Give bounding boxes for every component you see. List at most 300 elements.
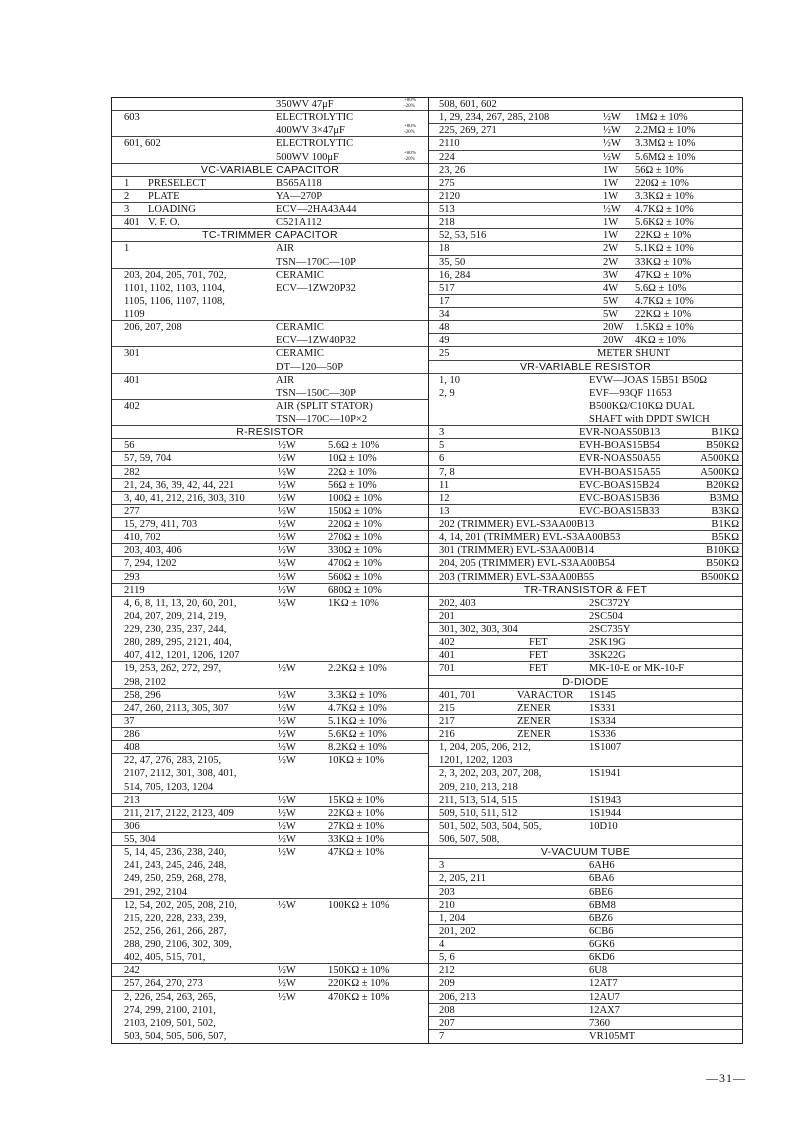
table-row	[429, 912, 742, 925]
cell-c1: 241, 243, 245, 246, 248,	[124, 860, 227, 872]
table-row	[429, 951, 742, 964]
cell-c1: 213	[124, 794, 140, 806]
cell-r8: 6KD6	[589, 952, 615, 964]
cell-r8: 6BZ6	[589, 912, 613, 924]
cell-c1: 15, 279, 411, 703	[124, 519, 198, 530]
cell-r8: 10D10	[589, 820, 618, 832]
table-row	[112, 295, 428, 308]
cell-r1: 508, 601, 602	[439, 99, 497, 110]
cell-c4: ½W	[278, 545, 296, 557]
table-row	[112, 886, 428, 899]
cell-c5: 47KΩ ± 10%	[328, 847, 385, 859]
cell-r1: 402	[439, 637, 455, 649]
cell-c2: PLATE	[148, 190, 180, 202]
table-row	[429, 492, 742, 505]
cell-r1: 401, 701	[439, 689, 476, 701]
cell-r10: ZENER	[517, 729, 551, 740]
cell-c3: ECV—2HA43A44	[276, 204, 357, 215]
table-row	[112, 610, 428, 623]
cell-r1: 3	[439, 860, 445, 872]
cell-r1: 7, 8	[439, 466, 455, 478]
cell-r2: 1W	[603, 177, 619, 189]
cell-r1: 11	[439, 479, 450, 491]
cell-r1: 7	[439, 1030, 445, 1042]
table-row	[112, 321, 428, 334]
table-row	[112, 544, 428, 557]
cell-r6: EVH-BOAS15B54	[579, 440, 661, 452]
cell-r7: A500KΩ	[700, 453, 739, 465]
cell-c5: 22KΩ ± 10%	[328, 807, 385, 819]
cell-r8: 6GK6	[589, 939, 615, 950]
cell-c3: ELECTROLYTIC	[276, 138, 354, 150]
table-row	[429, 216, 742, 229]
table-row	[429, 321, 742, 334]
cell-c1: 288, 290, 2106, 302, 309,	[124, 939, 232, 950]
cell-c7: +80% -20%	[404, 150, 416, 162]
cell-r1: 210	[439, 899, 455, 911]
cell-c5: 3.3KΩ ± 10%	[328, 689, 387, 701]
table-row	[112, 466, 428, 479]
cell-r5: B500KΩ/C10KΩ DUAL	[589, 400, 695, 412]
cell-r3: 5.1KΩ ± 10%	[635, 243, 694, 255]
cell-c7: +80% -20%	[404, 124, 416, 136]
table-row	[112, 715, 428, 728]
cell-r1: 48	[439, 322, 450, 334]
table-row	[429, 754, 742, 767]
cell-r3: 3.3MΩ ± 10%	[635, 138, 696, 150]
cell-r3: 33KΩ ± 10%	[635, 256, 692, 268]
table-row	[112, 846, 428, 859]
cell-r3: 4KΩ ± 10%	[635, 335, 686, 347]
table-row	[429, 164, 742, 177]
cell-c4: ½W	[278, 597, 296, 609]
cell-r1: 18	[439, 243, 450, 255]
table-row	[429, 610, 742, 623]
cell-r4: METER SHUNT	[597, 348, 671, 360]
table-row	[429, 98, 742, 111]
cell-r5: SHAFT with DPDT SWICH	[589, 414, 710, 425]
table-row	[112, 439, 428, 452]
cell-r1: 204, 205 (TRIMMER) EVL-S3AA00B54	[439, 558, 616, 570]
cell-c1: 2103, 2109, 501, 502,	[124, 1017, 216, 1029]
cell-c5: 560Ω ± 10%	[328, 571, 382, 583]
section-header	[429, 846, 742, 859]
table-row	[429, 597, 742, 610]
table-row	[429, 977, 742, 990]
cell-r1: 1, 204, 205, 206, 212,	[439, 742, 531, 754]
cell-r1: 1, 204	[439, 912, 466, 924]
cell-c4: ½W	[278, 742, 296, 754]
cell-c4: ½W	[278, 505, 296, 517]
cell-c1: 1101, 1102, 1103, 1104,	[124, 282, 225, 294]
cell-c1: 203, 403, 406	[124, 545, 182, 557]
cell-c6: 220KΩ ± 10%	[328, 978, 390, 990]
cell-c1: 21, 24, 36, 39, 42, 44, 221	[124, 479, 235, 491]
cell-r1: 2120	[439, 190, 460, 202]
cell-c3: 400WV 3×47μF	[276, 125, 345, 137]
cell-r1: 52, 53, 516	[439, 230, 487, 242]
cell-c1: 298, 2102	[124, 676, 166, 688]
table-row	[429, 807, 742, 820]
cell-r3: 5.6Ω ± 10%	[635, 282, 687, 294]
cell-c5: 680Ω ± 10%	[328, 584, 382, 596]
cell-r2: 2W	[603, 256, 619, 268]
cell-c1: 19, 253, 262, 272, 297,	[124, 663, 222, 675]
cell-c4: ½W	[278, 453, 296, 465]
cell-r8: VR105MT	[589, 1030, 636, 1042]
table-row	[112, 190, 428, 203]
table-row	[429, 466, 742, 479]
cell-r8: MK-10-E or MK-10-F	[589, 663, 685, 675]
cell-r1: 517	[439, 282, 455, 294]
cell-r6: EVC-BOAS15B33	[579, 505, 660, 517]
table-row	[112, 781, 428, 794]
section-header	[112, 164, 428, 177]
cell-c3: TSN—150C—30P	[276, 387, 356, 399]
cell-r8: 6BE6	[589, 886, 613, 898]
table-row	[112, 702, 428, 715]
table-row	[112, 557, 428, 570]
cell-c6: 100KΩ ± 10%	[328, 899, 390, 911]
cell-r3: 4.7KΩ ± 10%	[635, 295, 694, 307]
cell-r8: 1S1943	[589, 794, 622, 806]
section-title: TR-TRANSISTOR & FET	[523, 583, 648, 596]
table-row	[429, 374, 742, 387]
cell-c1: 12, 54, 202, 205, 208, 210,	[124, 899, 237, 911]
cell-r1: 5, 6	[439, 952, 455, 964]
cell-r1: 49	[439, 335, 450, 347]
table-row	[112, 1030, 428, 1043]
table-row	[112, 820, 428, 833]
cell-c7: +80% -20%	[404, 98, 416, 109]
cell-c4: ½W	[278, 755, 296, 767]
cell-c1: 252, 256, 261, 266, 287,	[124, 925, 227, 937]
cell-r2: 1W	[603, 230, 619, 242]
cell-r1: 208	[439, 1004, 455, 1016]
section-header	[112, 229, 428, 242]
cell-r1: 211, 513, 514, 515	[439, 794, 518, 806]
cell-r1: 16, 284	[439, 269, 471, 281]
cell-r1: 2, 9	[439, 387, 455, 399]
cell-r3: 5.6KΩ ± 10%	[635, 217, 694, 229]
table-row	[429, 400, 742, 413]
cell-r7: B50KΩ	[706, 440, 739, 452]
table-row	[112, 269, 428, 282]
cell-c1: 22, 47, 276, 283, 2105,	[124, 755, 222, 767]
cell-c1: 258, 296	[124, 689, 161, 701]
cell-c1: 242	[124, 965, 140, 977]
cell-r1: 215	[439, 702, 455, 714]
cell-c1: 55, 304	[124, 834, 156, 845]
table-row	[429, 636, 742, 649]
cell-r8: 6BM8	[589, 899, 616, 911]
table-row	[112, 256, 428, 269]
table-row	[112, 636, 428, 649]
table-row	[112, 216, 428, 229]
cell-r7: B3MΩ	[709, 492, 739, 504]
section-title: R-RESISTOR	[236, 426, 304, 439]
cell-c5: 10Ω ± 10%	[328, 453, 377, 465]
table-row	[112, 794, 428, 807]
table-row	[112, 859, 428, 872]
table-row	[112, 597, 428, 610]
cell-r1: 2, 205, 211	[439, 873, 486, 885]
cell-r8: 1S336	[589, 729, 616, 740]
cell-r7: A500KΩ	[700, 466, 739, 478]
cell-r8: 7360	[589, 1017, 610, 1029]
cell-c3: TSN—170C—10P	[276, 256, 356, 268]
cell-r6: EVR-NOAS50B13	[579, 427, 661, 439]
cell-c3: CERAMIC	[276, 322, 324, 334]
table-row	[429, 662, 742, 675]
cell-r1: 25	[439, 348, 450, 360]
cell-r1: 207	[439, 1017, 455, 1029]
cell-c5: 15KΩ ± 10%	[328, 794, 385, 806]
table-row	[429, 741, 742, 754]
cell-c5: 220Ω ± 10%	[328, 519, 382, 530]
table-row	[112, 413, 428, 426]
cell-r3: 22KΩ ± 10%	[635, 230, 692, 242]
cell-r3: 1MΩ ± 10%	[635, 112, 688, 124]
cell-c5: 470Ω ± 10%	[328, 558, 382, 570]
table-row	[112, 361, 428, 374]
table-row	[429, 702, 742, 715]
cell-c4: ½W	[278, 519, 296, 530]
cell-r1: 206, 213	[439, 991, 476, 1003]
cell-c1: 2119	[124, 584, 145, 596]
cell-c4: ½W	[278, 466, 296, 478]
cell-r9: FET	[529, 650, 548, 662]
section-header	[429, 361, 742, 374]
cell-c4: ½W	[278, 532, 296, 544]
table-row	[429, 242, 742, 255]
cell-r2: ½W	[603, 125, 621, 137]
table-row	[429, 925, 742, 938]
table-row	[429, 781, 742, 794]
table-row	[429, 649, 742, 662]
table-row	[112, 203, 428, 216]
cell-c5: 5.6KΩ ± 10%	[328, 729, 387, 740]
table-row	[112, 662, 428, 675]
cell-r1: 3	[439, 427, 445, 439]
section-header	[112, 426, 428, 439]
cell-r1: 201	[439, 610, 455, 622]
cell-r7: B3KΩ	[711, 505, 739, 517]
cell-r1: 212	[439, 965, 455, 977]
cell-r1: 275	[439, 177, 455, 189]
cell-r7: B1KΩ	[711, 519, 739, 530]
cell-c1: 291, 292, 2104	[124, 886, 187, 898]
table-row	[429, 571, 742, 584]
cell-r2: 1W	[603, 164, 619, 176]
table-row	[429, 111, 742, 124]
cell-r3: 56Ω ± 10%	[635, 164, 684, 176]
cell-r1: 401	[439, 650, 455, 662]
cell-c6: 150KΩ ± 10%	[328, 965, 390, 977]
cell-r1: 202, 403	[439, 597, 476, 609]
cell-r3: 2.2MΩ ± 10%	[635, 125, 696, 137]
cell-c1: 280, 289, 295, 2121, 404,	[124, 637, 232, 649]
cell-r1: 501, 502, 503, 504, 505,	[439, 820, 542, 832]
cell-c3: ELECTROLYTIC	[276, 112, 354, 124]
cell-c4: ½W	[278, 847, 296, 859]
cell-c1: 401	[124, 374, 140, 386]
cell-c2: PRESELECT	[148, 177, 206, 189]
table-row	[112, 676, 428, 689]
cell-r1: 209	[439, 978, 455, 990]
cell-c1: 407, 412, 1201, 1206, 1207	[124, 650, 240, 662]
cell-r2: 2W	[603, 243, 619, 255]
cell-c1: 229, 230, 235, 237, 244,	[124, 624, 227, 635]
table-row	[429, 1030, 742, 1043]
section-title: VR-VARIABLE RESISTOR	[519, 360, 652, 373]
table-row	[429, 859, 742, 872]
cell-r3: 4.7KΩ ± 10%	[635, 204, 694, 215]
cell-c4: ½W	[278, 978, 296, 990]
cell-r7: B1KΩ	[711, 427, 739, 439]
cell-c3: 350WV 47μF	[276, 99, 334, 110]
cell-c5: 8.2KΩ ± 10%	[328, 742, 387, 754]
cell-r1: 5	[439, 440, 445, 452]
table-row	[112, 111, 428, 124]
cell-c1: 277	[124, 505, 140, 517]
cell-r8: 6BA6	[589, 873, 615, 885]
cell-c3: B565A118	[276, 177, 322, 189]
cell-c1: 2107, 2112, 301, 308, 401,	[124, 768, 237, 780]
cell-c3: AIR (SPLIT STATOR)	[276, 400, 373, 412]
cell-r10: ZENER	[517, 715, 551, 727]
cell-r3: 5.6MΩ ± 10%	[635, 151, 696, 163]
cell-r8: 2SC735Y	[589, 624, 631, 635]
cell-c1: 2	[124, 190, 130, 202]
cell-c1: 274, 299, 2100, 2101,	[124, 1004, 216, 1016]
table-row	[112, 282, 428, 295]
cell-c1: 601, 602	[124, 138, 161, 150]
cell-c1: 2, 226, 254, 263, 265,	[124, 991, 216, 1003]
cell-r8: 1S1941	[589, 768, 622, 780]
cell-r10: ZENER	[517, 702, 551, 714]
table-row	[429, 439, 742, 452]
cell-c1: 603	[124, 112, 140, 124]
cell-c1: 514, 705, 1203, 1204	[124, 781, 214, 793]
cell-c1: 503, 504, 505, 506, 507,	[124, 1030, 227, 1042]
cell-r7: B5KΩ	[711, 532, 739, 544]
table-row	[429, 1004, 742, 1017]
cell-c3: CERAMIC	[276, 348, 324, 360]
cell-r2: 20W	[603, 322, 624, 334]
table-row	[429, 991, 742, 1004]
cell-c3: ECV—1ZW40P32	[276, 335, 356, 347]
cell-c5: 56Ω ± 10%	[328, 479, 377, 491]
cell-r1: 4, 14, 201 (TRIMMER) EVL-S3AA00B53	[439, 532, 621, 544]
cell-c4: ½W	[278, 584, 296, 596]
table-row	[112, 518, 428, 531]
table-row	[112, 308, 428, 321]
cell-r7: B10KΩ	[706, 545, 739, 557]
cell-r8: 6AH6	[589, 860, 615, 872]
cell-c5: 5.1KΩ ± 10%	[328, 715, 387, 727]
cell-r8: 2SK19G	[589, 637, 626, 649]
cell-r1: 2, 3, 202, 203, 207, 208,	[439, 768, 542, 780]
cell-c1: 211, 217, 2122, 2123, 409	[124, 807, 234, 819]
table-row	[429, 295, 742, 308]
table-row	[112, 400, 428, 413]
table-row	[429, 282, 742, 295]
cell-r1: 4	[439, 939, 445, 950]
cell-c5: 10KΩ ± 10%	[328, 755, 385, 767]
table-row	[429, 899, 742, 912]
table-row	[429, 334, 742, 347]
table-row	[112, 452, 428, 465]
cell-r2: 5W	[603, 309, 619, 320]
cell-r1: 301, 302, 303, 304	[439, 624, 518, 635]
cell-c1: 301	[124, 348, 140, 360]
table-row	[429, 269, 742, 282]
cell-c3: CERAMIC	[276, 269, 324, 281]
table-row	[429, 833, 742, 846]
cell-r2: ½W	[603, 138, 621, 150]
table-row	[429, 387, 742, 400]
cell-r8: 1S1944	[589, 807, 622, 819]
cell-r1: 6	[439, 453, 445, 465]
cell-r1: 2110	[439, 138, 460, 150]
cell-c1: 215, 220, 228, 233, 239,	[124, 912, 227, 924]
cell-r8: 2SC372Y	[589, 597, 631, 609]
table-row	[112, 807, 428, 820]
cell-c1: 282	[124, 466, 140, 478]
cell-r8: 12AU7	[589, 991, 620, 1003]
cell-c1: 3, 40, 41, 212, 216, 303, 310	[124, 492, 245, 504]
cell-c1: 247, 260, 2113, 305, 307	[124, 702, 229, 714]
cell-c1: 410, 702	[124, 532, 161, 544]
section-header	[429, 584, 742, 597]
table-row	[112, 899, 428, 912]
cell-r3: 220Ω ± 10%	[635, 177, 689, 189]
cell-c5: 27KΩ ± 10%	[328, 820, 385, 832]
table-row	[429, 505, 742, 518]
table-row	[429, 347, 742, 360]
table-row	[112, 334, 428, 347]
cell-r5: EVF—93QF 11653	[589, 387, 672, 399]
table-row	[429, 531, 742, 544]
table-row	[112, 689, 428, 702]
cell-r6: EVH-BOAS15A55	[579, 466, 661, 478]
cell-r8: 6U8	[589, 965, 608, 977]
cell-r1: 225, 269, 271	[439, 125, 497, 137]
table-row	[429, 872, 742, 885]
cell-r1: 301 (TRIMMER) EVL-S3AA00B14	[439, 545, 595, 557]
table-row	[429, 623, 742, 636]
table-row	[112, 505, 428, 518]
table-row	[429, 938, 742, 951]
cell-c5: 1KΩ ± 10%	[328, 597, 379, 609]
cell-c1: 7, 294, 1202	[124, 558, 177, 570]
cell-c3: C521A112	[276, 217, 322, 229]
cell-c5: 150Ω ± 10%	[328, 505, 382, 517]
table-row	[429, 794, 742, 807]
cell-r1: 203 (TRIMMER) EVL-S3AA00B55	[439, 571, 595, 583]
cell-r8: 1S1007	[589, 742, 622, 754]
cell-c1: 37	[124, 715, 135, 727]
table-row	[112, 833, 428, 846]
table-row	[112, 741, 428, 754]
cell-c4: ½W	[278, 834, 296, 845]
table-row	[112, 938, 428, 951]
table-row	[112, 98, 428, 111]
table-row	[429, 177, 742, 190]
cell-c1: 206, 207, 208	[124, 322, 182, 334]
table-row	[429, 964, 742, 977]
